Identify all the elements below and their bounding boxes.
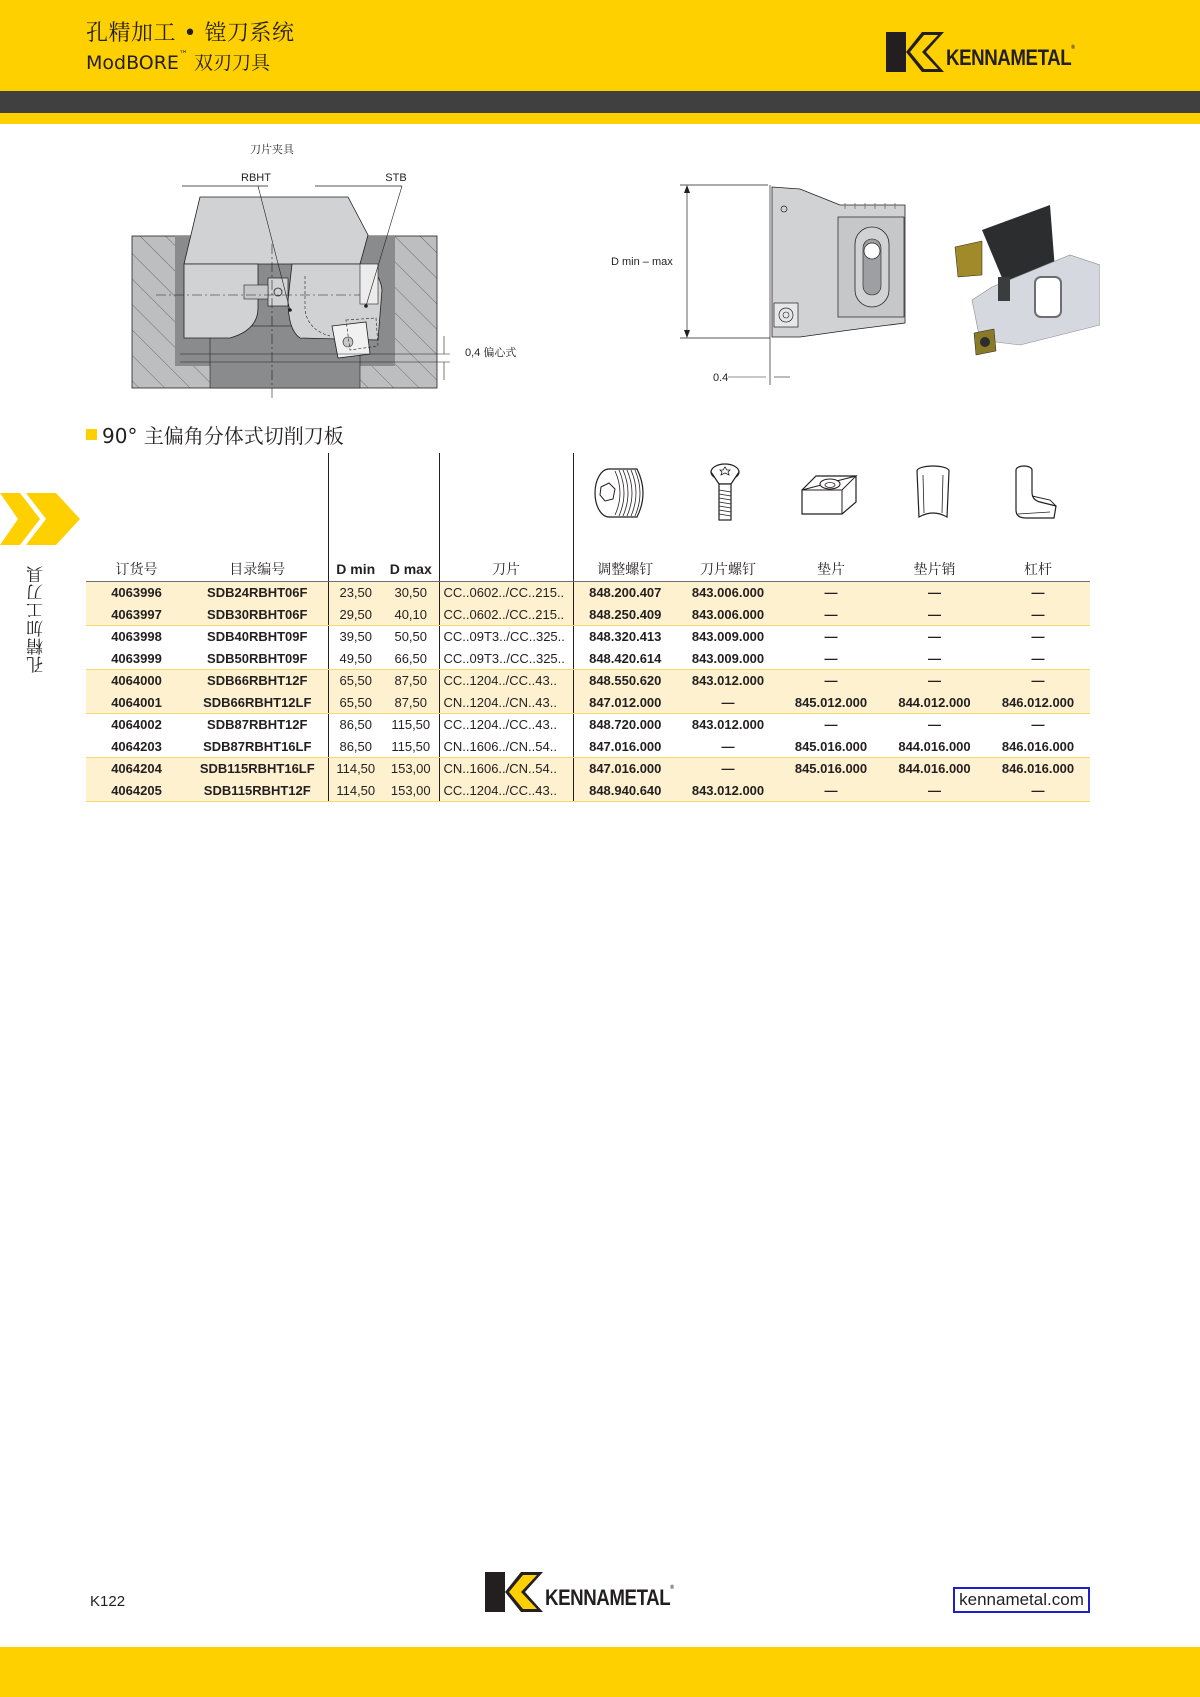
shim-pin: 844.016.000 [883,736,986,758]
lever: — [986,648,1090,670]
lever: 846.016.000 [986,758,1090,780]
lever: — [1031,717,1045,733]
insert: CC..09T3../CC..325.. [439,648,573,670]
footer-yellow-band [0,1647,1200,1697]
shim-pin: — [928,717,941,733]
logo-wordmark: KENNAMETAL [946,45,1072,70]
adjust-screw: 848.720.000 [573,714,677,736]
shim-pin: — [883,670,986,692]
d-min: 114,50 [328,758,383,780]
adjusting-screw-icon [573,458,673,528]
table-row [86,736,1090,758]
header-shim-pin: 垫片销 [883,557,986,582]
d-max: 115,50 [391,717,431,733]
order-no: 4063997 [86,604,187,626]
logo-wordmark: KENNAMETAL [545,1585,671,1610]
adjust-screw: 847.016.000 [573,758,677,780]
order-no: 4064205 [86,780,187,802]
header-insert-screw: 刀片螺钉 [677,557,779,582]
adjust-screw: 848.250.409 [573,604,677,626]
column-divider [328,453,329,558]
shim: — [779,780,883,802]
insert-screw: — [677,758,779,780]
header-shim: 垫片 [779,557,883,582]
catalog-no: SDB115RBHT16LF [187,758,328,780]
kennametal-k-icon [485,1572,543,1612]
d-max: 115,50 [383,736,439,758]
lever: — [986,670,1090,692]
offset-dimension-label: 0.4 [713,372,729,384]
diagram-title: 刀片夹具 [250,144,294,156]
insert-screw: 843.006.000 [677,604,779,626]
header-title: 孔精加工 • 镗刀系统 [86,21,295,46]
d-max: 87,50 [383,670,439,692]
side-section-label: 孔精加工刀具 [27,565,47,673]
insert: CC..09T3../CC..325.. [439,626,573,648]
insert-screw: 843.009.000 [677,648,779,670]
header-order-no: 订货号 [86,557,187,582]
header-dark-band [0,91,1200,113]
shim: — [779,604,883,626]
insert: CC..1204../CC..43.. [439,780,573,802]
shim-pin: 844.016.000 [883,758,986,780]
registered-mark: ® [670,1585,674,1591]
order-no: 4064204 [86,758,187,780]
shim: — [824,717,838,733]
insert-screw: 843.006.000 [677,582,779,604]
header-catalog-no: 目录编号 [187,557,328,582]
d-min: 65,50 [328,692,383,714]
trademark-mark: ™ [178,50,188,60]
header-subtitle [86,48,270,75]
dimension-label: D min – max [611,256,673,268]
adjust-screw: 848.320.413 [573,626,677,648]
d-max: 153,00 [383,780,439,802]
kennametal-logo-header [886,32,1097,72]
order-no: 4063998 [111,629,162,645]
catalog-no: SDB40RBHT09F [207,629,308,645]
insert-screw: 843.009.000 [691,629,765,645]
insert: CN..1606../CN..54.. [439,758,573,780]
shim-pin: 844.012.000 [883,692,986,714]
d-max: 50,50 [394,629,428,645]
header-d-max: D max [383,557,439,582]
page-header [0,0,1200,91]
table-row [86,670,1090,692]
header-d-min: D min [328,557,383,582]
shim-pin: — [883,582,986,604]
page-number: K122 [90,1593,126,1610]
lever: 846.016.000 [986,736,1090,758]
insert-screw-icon [675,458,775,528]
catalog-no: SDB30RBHT06F [187,604,328,626]
table-row [86,626,1090,648]
order-no: 4064002 [111,717,162,733]
d-max: 153,00 [383,758,439,780]
adjust-screw: 847.016.000 [573,736,677,758]
catalog-no: SDB87RBHT16LF [187,736,328,758]
d-min: 49,50 [328,648,383,670]
shim: — [779,670,883,692]
shim-icon [779,458,879,528]
header-lever: 杠杆 [986,557,1090,582]
table-row [86,604,1090,626]
shim-pin-icon [883,458,983,528]
insert-screw: — [677,736,779,758]
d-min: 39,50 [328,626,383,648]
registered-mark: ® [1071,45,1075,51]
catalog-no: SDB66RBHT12LF [187,692,328,714]
table-row [86,758,1090,780]
shim-pin: — [883,604,986,626]
adjust-screw: 847.012.000 [573,692,677,714]
table-header-row [86,557,1090,582]
header-yellow-strip [0,113,1200,124]
section-title-text: 90° 主偏角分体式切削刀板 [102,424,344,448]
column-divider [439,453,440,558]
holder-cross-section-diagram [120,140,540,400]
shim: 845.016.000 [779,758,883,780]
insert: CC..1204../CC..43.. [439,714,573,736]
lever-icon [985,458,1085,528]
table-row [86,714,1090,736]
shim-pin: — [883,780,986,802]
header-insert: 刀片 [439,557,573,582]
table-row [86,582,1090,604]
spec-table [86,557,1090,802]
shim: 845.016.000 [779,736,883,758]
section-title [86,420,344,449]
order-no: 4063999 [86,648,187,670]
cartridge-dimension-diagram [600,175,1100,395]
insert: CC..1204../CC..43.. [439,670,573,692]
lever: — [1031,629,1045,645]
kennametal-logo-footer [485,1572,696,1612]
lever: — [986,604,1090,626]
insert: CN..1606../CN..54.. [439,736,573,758]
d-min: 23,50 [328,582,383,604]
catalog-no: SDB115RBHT12F [187,780,328,802]
order-no: 4063996 [86,582,187,604]
table-row [86,780,1090,802]
shim-pin: — [883,648,986,670]
kennametal-k-icon [886,32,944,72]
shim: — [779,582,883,604]
d-min: 114,50 [328,780,383,802]
table-row [86,692,1090,714]
insert-screw: 843.012.000 [677,780,779,802]
website-link[interactable]: kennametal.com [953,1587,1090,1613]
adjust-screw: 848.550.620 [573,670,677,692]
insert-screw: 843.012.000 [691,717,765,733]
table-row [86,648,1090,670]
order-no: 4064000 [86,670,187,692]
label-stb: STB [385,172,407,184]
d-max: 30,50 [383,582,439,604]
d-min: 29,50 [328,604,383,626]
lever: — [986,582,1090,604]
subtitle-rest: 双刃刀具 [187,52,270,74]
shim: 845.012.000 [779,692,883,714]
d-min: 86,50 [328,714,383,736]
lever: 846.012.000 [986,692,1090,714]
part-icons-row [573,458,1093,528]
catalog-no: SDB50RBHT09F [187,648,328,670]
insert: CN..1204../CN..43.. [439,692,573,714]
catalog-no: SDB24RBHT06F [187,582,328,604]
adjust-screw: 848.420.614 [573,648,677,670]
header-adjust-screw: 调整螺钉 [573,557,677,582]
adjust-screw: 848.940.640 [573,780,677,802]
shim: — [824,629,838,645]
lever: — [986,780,1090,802]
order-no: 4064203 [86,736,187,758]
catalog-no: SDB87RBHT12F [207,717,308,733]
insert: CC..0602../CC..215.. [439,604,573,626]
d-max: 87,50 [383,692,439,714]
d-min: 65,50 [328,670,383,692]
order-no: 4064001 [86,692,187,714]
side-chevron-tab [0,493,80,545]
subtitle-brand: ModBORE [86,52,179,74]
d-max: 66,50 [383,648,439,670]
insert-screw: — [677,692,779,714]
offset-label: 0,4 偏心式 [465,347,517,359]
label-rbht: RBHT [241,172,271,184]
catalog-no: SDB66RBHT12F [187,670,328,692]
insert: CC..0602../CC..215.. [439,582,573,604]
chevron-right-icon [0,493,80,545]
yellow-square-bullet-icon [86,429,97,440]
d-min: 86,50 [328,736,383,758]
d-max: 40,10 [383,604,439,626]
shim-pin: — [928,629,941,645]
shim: — [779,648,883,670]
adjust-screw: 848.200.407 [573,582,677,604]
insert-screw: 843.012.000 [677,670,779,692]
